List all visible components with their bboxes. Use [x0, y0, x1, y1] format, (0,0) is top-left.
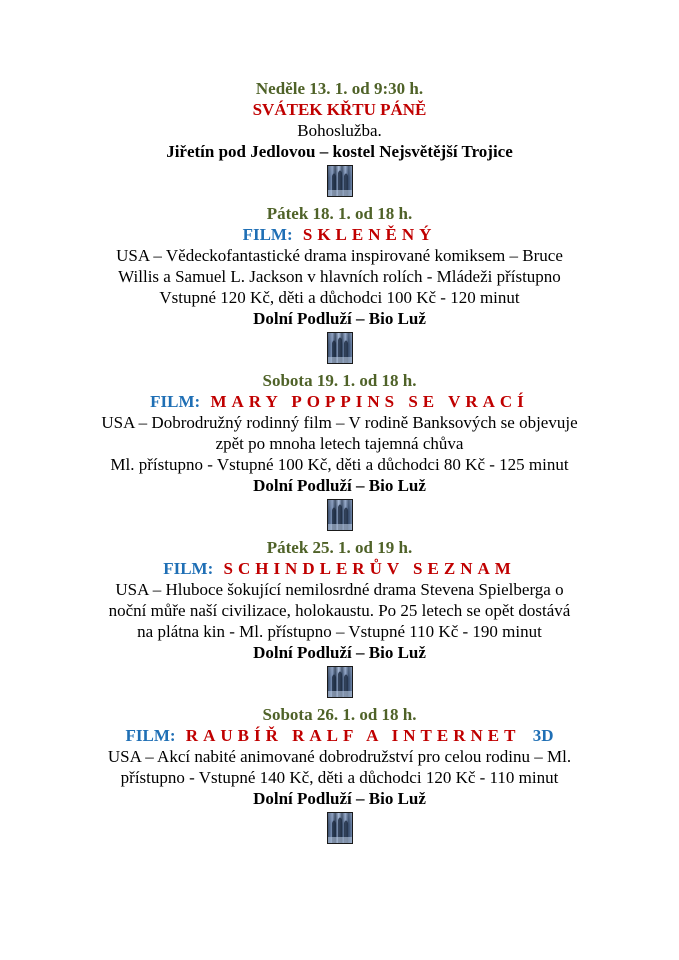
- event-description: [80, 245, 600, 308]
- event-place: Dolní Podluží – Bio Luž: [253, 789, 426, 808]
- event-description: [80, 746, 600, 788]
- description-line: USA – Hluboce šokující nemilosrdné drama Stevena Spielberga o: [115, 580, 564, 599]
- church-interior-icon: [327, 332, 353, 364]
- event-description: [80, 120, 600, 141]
- church-interior-icon-graphic: [328, 667, 352, 697]
- event-description: [80, 412, 600, 475]
- description-line: Ml. přístupno - Vstupné 100 Kč, děti a důchodci 80 Kč - 125 minut: [110, 455, 569, 474]
- church-interior-icon-graphic: [328, 333, 352, 363]
- film-label: FILM:: [163, 559, 214, 578]
- event-schedule: [0, 78, 679, 844]
- event-title-line: [0, 391, 679, 412]
- event-4: [0, 537, 679, 698]
- film-title: SKLENĚNÝ: [302, 225, 437, 244]
- event-title: SVÁTEK KŘTU PÁNĚ: [252, 100, 427, 119]
- description-line: Vstupné 120 Kč, děti a důchodci 100 Kč - 120 minut: [159, 288, 520, 307]
- church-interior-icon: [327, 165, 353, 197]
- description-line: přístupno - Vstupné 140 Kč, děti a důchodci 120 Kč - 110 minut: [120, 768, 559, 787]
- event-date: Sobota 26. 1. od 18 h.: [262, 705, 417, 724]
- description-line: na plátna kin - Ml. přístupno – Vstupné 110 Kč - 190 minut: [137, 622, 542, 641]
- event-title-line: [0, 558, 679, 579]
- event-5: [0, 704, 679, 844]
- description-line: Willis a Samuel L. Jackson v hlavních rolích - Mládeži přístupno: [118, 267, 561, 286]
- description-line: Bohoslužba.: [297, 121, 382, 140]
- description-line: zpět po mnoha letech tajemná chůva: [215, 434, 464, 453]
- description-line: USA – Dobrodružný rodinný film – V rodině Banksových se objevuje: [101, 413, 578, 432]
- event-date: Pátek 18. 1. od 18 h.: [266, 204, 413, 223]
- event-date: Neděle 13. 1. od 9:30 h.: [255, 79, 424, 98]
- film-title: MARY POPPINS SE VRACÍ: [210, 392, 529, 411]
- event-title-line: [0, 725, 679, 746]
- church-interior-icon-graphic: [328, 166, 352, 196]
- event-place: Jiřetín pod Jedlovou – kostel Nejsvětější Trojice: [166, 142, 513, 161]
- film-label: FILM:: [125, 726, 176, 745]
- film-label: FILM:: [242, 225, 293, 244]
- film-format-suffix: 3D: [532, 726, 554, 745]
- event-date: Pátek 25. 1. od 19 h.: [266, 538, 413, 557]
- event-title-line: [0, 99, 679, 120]
- event-place: Dolní Podluží – Bio Luž: [253, 309, 426, 328]
- description-line: noční můře naší civilizace, holokaustu. Po 25 letech se opět dostává: [108, 601, 571, 620]
- description-line: USA – Vědeckofantastické drama inspirované komiksem – Bruce: [116, 246, 563, 265]
- description-line: USA – Akcí nabité animované dobrodružství pro celou rodinu – Ml.: [107, 747, 572, 766]
- event-date: Sobota 19. 1. od 18 h.: [262, 371, 417, 390]
- event-place: Dolní Podluží – Bio Luž: [253, 476, 426, 495]
- film-title: RAUBÍŘ RALF A INTERNET: [185, 726, 521, 745]
- event-1: [0, 78, 679, 197]
- church-interior-icon: [327, 812, 353, 844]
- event-3: [0, 370, 679, 531]
- film-title: SCHINDLERŮV SEZNAM: [223, 559, 516, 578]
- event-place: Dolní Podluží – Bio Luž: [253, 643, 426, 662]
- film-label: FILM:: [150, 392, 201, 411]
- church-interior-icon: [327, 499, 353, 531]
- church-interior-icon-graphic: [328, 500, 352, 530]
- event-title-line: [0, 224, 679, 245]
- event-2: [0, 203, 679, 364]
- church-interior-icon: [327, 666, 353, 698]
- church-interior-icon-graphic: [328, 813, 352, 843]
- event-description: [80, 579, 600, 642]
